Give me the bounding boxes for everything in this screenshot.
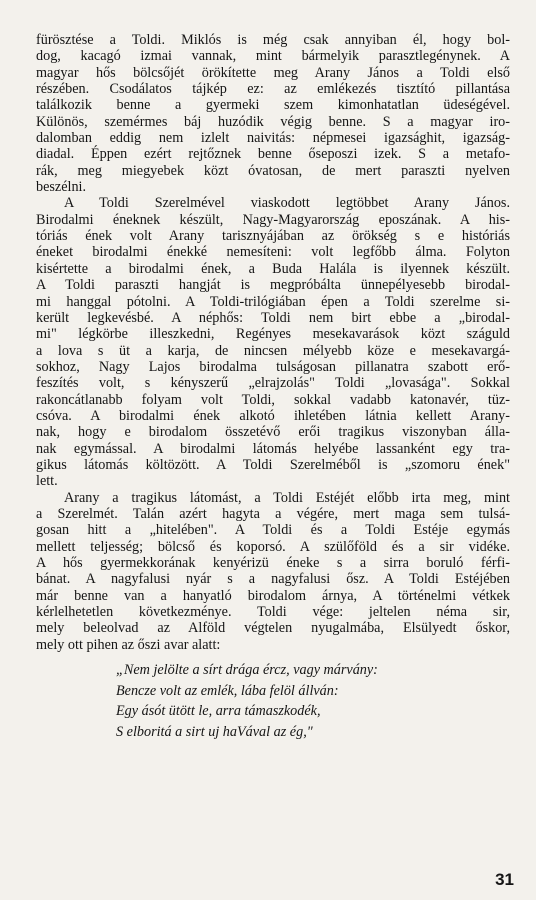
text-line: nak egymással. A birodalmi látomás helyébe lassanként egy tra-: [36, 440, 510, 457]
text-line: kisértette a birodalmi ének, a Buda Halála is ilyennek készült.: [36, 260, 510, 277]
text-line: A Toldi Szerelmével viaskodott legtöbbet Arany János.: [64, 195, 510, 212]
text-line: mely beleolvad az Alföld végtelen nyugalmába, Elsülyedt őskor,: [36, 620, 510, 637]
page-number: 31: [495, 870, 514, 889]
text-line: már benne van a hanyatló birodalom árnya, A történelmi vétkek: [36, 587, 510, 604]
paragraph: [36, 195, 510, 489]
verse-line: S elboritá a sirt uj haVával az ég,": [116, 723, 313, 740]
text-line: A Toldi paraszti hangját is megpróbálta ünnepélyesebb birodal-: [36, 277, 510, 294]
text-line: került legkevésbé. A néphős: Toldi nem birt ebbe a „birodal-: [36, 309, 510, 326]
text-line: gosan hitt a „hitelében". A Toldi és a Toldi Estéje egymás: [36, 522, 510, 539]
text-line: rakoncátlanabb folyam volt Toldi, sokkal vadabb katonavér, tüz-: [36, 391, 510, 408]
text-line: gikus látomás költözött. A Toldi Szerelméből is „szomoru ének": [36, 456, 510, 473]
text-line: Különös, szemérmes báj huzódik végig benne. S a magyar iro-: [36, 113, 510, 130]
text-line: lett.: [36, 473, 58, 490]
paragraph: [36, 490, 510, 653]
verse-line: Egy ásót ütött le, arra támaszkodék,: [116, 703, 321, 720]
text-line: feszítés volt, s kényszerű „elrajzolás" Toldi „lovasága". Sokkal: [36, 375, 510, 392]
text-line: éneket birodalmi énekké nemesíteni: volt legfőbb álma. Folyton: [36, 244, 510, 261]
paragraph: [36, 32, 510, 195]
text-line: részében. Csodálatos tájkép ez: az emlékezés tisztító pillantása: [36, 81, 510, 98]
text-line: Birodalmi éneknek készült, Nagy-Magyarország eposzának. A his-: [36, 211, 510, 228]
text-line: a lova s üt a karja, de nincsen mélyebb köze e mesekavargá-: [36, 342, 510, 359]
text-line: bánat. A nagyfalusi nyár s a nagyfalusi ősz. A Toldi Estéjében: [36, 571, 510, 588]
text-body: [36, 32, 510, 742]
text-line: beszélni.: [36, 179, 87, 196]
verse-line: „Nem jelölte a sírt drága ércz, vagy márvány:: [116, 662, 378, 679]
text-line: mely ott pihen az őszi avar alatt:: [36, 636, 221, 653]
text-line: Arany a tragikus látomást, a Toldi Estéjét előbb irta meg, mint: [64, 489, 510, 506]
verse-quote: [116, 660, 510, 742]
text-line: rák, meg miegyebek közt óvatosan, de mert paraszti nyelven: [36, 162, 510, 179]
text-line: A hős gyermekkorának kenyérizü éneke s a sirra boruló férfi-: [36, 555, 510, 571]
text-line: sokhoz, Nagy Lajos birodalma tulságosan pillanatra szabott erő-: [36, 358, 510, 375]
text-line: a Szerelmét. Talán azért hagyta a végére, mert maga sem tulsá-: [36, 505, 510, 522]
text-line: nak, hogy e birodalom összetévő erői tragikus viszonyban álla-: [36, 424, 510, 441]
text-line: magyar hős bölcsőjét örökítette meg Arany János a Toldi első: [36, 64, 510, 81]
text-line: fürösztése a Toldi. Miklós is még csak annyiban él, hogy bol-: [36, 32, 510, 48]
text-line: csóva. A birodalmi ének alkotó ihletében látnia kellett Arany-: [36, 407, 510, 424]
text-line: találkozik benne a gyermeki szem kimonhatatlan üdeségével.: [36, 97, 510, 114]
text-line: mellett teljesség; bölcső és koporsó. A szülőföld és a sir vidéke.: [36, 538, 510, 555]
text-line: tóriás ének volt Arany tarisznyájában az örökség s e históriás: [36, 228, 510, 245]
text-line: dalomban eddig nem izlelt naivitás: népmesei igazsághit, igazság-: [36, 130, 510, 147]
text-line: kérlelhetetlen következménye. Toldi vége: jeltelen néma sir,: [36, 604, 510, 621]
verse-line: Bencze volt az emlék, lába felöl állván:: [116, 682, 339, 699]
text-line: mi" légkörbe illeszkedni, Regényes mesekavarások közt száguld: [36, 326, 510, 343]
text-line: mi hanggal pótolni. A Toldi-trilógiában épen a Toldi szerelme si-: [36, 293, 510, 310]
text-line: dog, kacagó izmai vannak, mint bármelyik parasztlegénynek. A: [36, 48, 510, 65]
text-line: diadal. Éppen ezért rejtőznek benne őseposzi izek. S a metafo-: [36, 146, 510, 163]
